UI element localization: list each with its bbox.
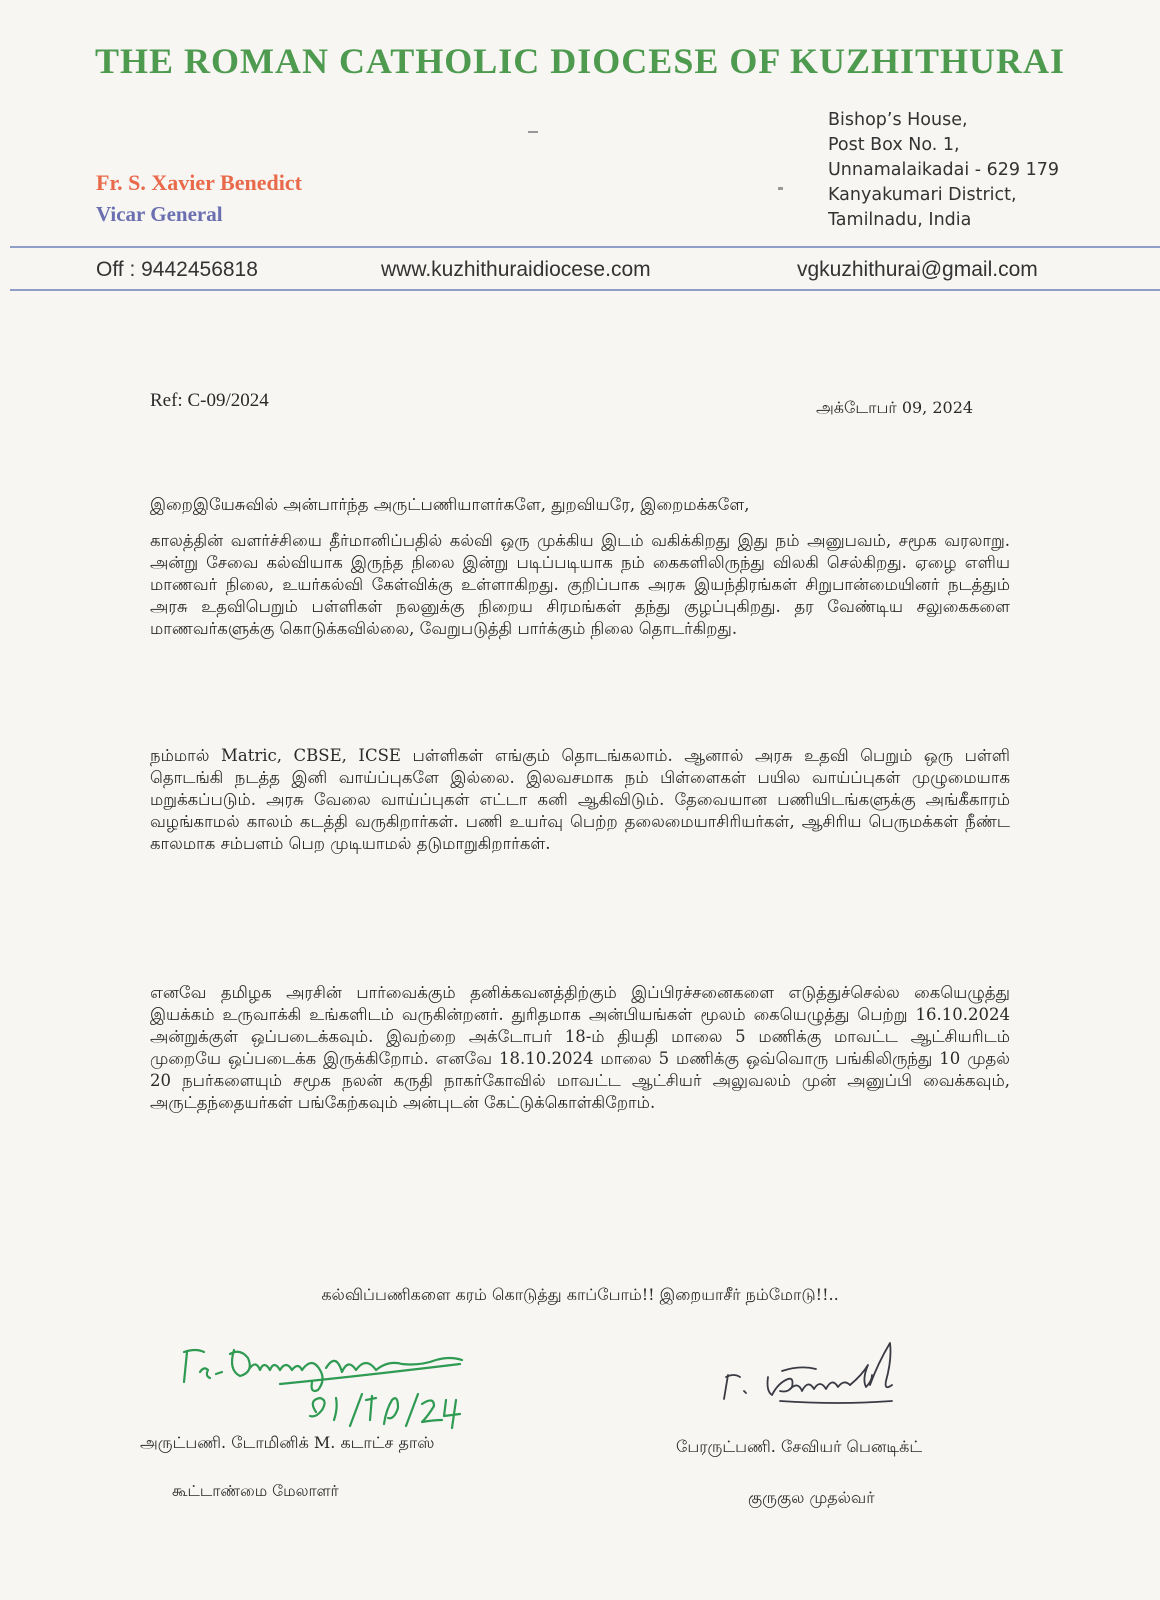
address-line: Tamilnadu, India [828, 210, 972, 230]
signature-left-image [130, 1330, 470, 1430]
email-link[interactable]: vgkuzhithurai@gmail.com [797, 258, 1038, 281]
website-link[interactable]: www.kuzhithuraidiocese.com [381, 258, 651, 281]
paper-speck [528, 131, 538, 133]
signatory-right-name: பேரருட்பணி. சேவியர் பெனடிக்ட் [676, 1437, 923, 1456]
sender-role: Vicar General [96, 202, 223, 226]
paper-speck [778, 187, 783, 190]
paragraph-3: எனவே தமிழக அரசின் பார்வைக்கும் தனிக்கவனத்திற்கும் இப்பிரச்சனைகளை எடுத்துச்செல்ல கையெழுத்து இயக்கம் உருவாக்கி உங்களிடம் வருகின்றனர். துரிதமாக அன்பியங்கள் மூலம் கையெழுத்து பெற்று 16.10.2024 அன்றுக்குள் ஒப்படைக்கவும். இவற்றை அக்டோபர் 18-ம் தியதி மாலை 5 மணிக்கு மாவட்ட ஆட்சியரிடம் முறையே ஒப்படைக்க இருக்கிறோம். எனவே 18.10.2024 மாலை 5 மணிக்கு ஒவ்வொரு பங்கிலிருந்து 10 முதல் 20 நபர்களையும் சமூக நலன் கருதி நாகர்கோவில் மாவட்ட ஆட்சியர் அலுவலம் முன் அனுப்பி வைக்கவும், அருட்தந்தையர்கள் பங்கேற்கவும் அன்புடன் கேட்டுக்கொள்கிறோம். [150, 983, 1010, 1112]
header-rule-bottom [10, 289, 1160, 291]
address-line: Unnamalaikadai - 629 179 [828, 160, 1059, 180]
signature-right-image [720, 1335, 910, 1435]
signatory-right-role: குருகுல முதல்வர் [748, 1488, 875, 1507]
reference-number: Ref: C-09/2024 [150, 390, 269, 411]
header-rule-top [10, 246, 1160, 248]
salutation: இறைஇயேசுவில் அன்பார்ந்த அருட்பணியாளர்களே, துறவியரே, இறைமக்களே, [150, 495, 750, 514]
address-line: Bishop’s House, [828, 110, 968, 130]
paragraph-2: நம்மால் Matric, CBSE, ICSE பள்ளிகள் எங்கும் தொடங்கலாம். ஆனால் அரசு உதவி பெறும் ஒரு பள்ளி தொடங்கி நடத்த இனி வாய்ப்புகளே இல்லை. இலவசமாக நம் பிள்ளைகள் பயில வாய்ப்புகள் முழுமையாக மறுக்கப்படும். அரசு வேலை வாய்ப்புகள் எட்டா கனி ஆகிவிடும். தேவையான பணியிடங்களுக்கு அங்கீகாரம் வழங்காமல் காலம் கடத்தி வருகிறார்கள். பணி உயர்வு பெற்ற தலைமையாசிரியர்கள், ஆசிரிய பெருமக்கள் நீண்ட காலமாக சம்பளம் பெற முடியாமல் தடுமாறுகிறார்கள். [150, 746, 1010, 853]
closing-line: கல்விப்பணிகளை கரம் கொடுத்து காப்போம்!! இறையாசீர் நம்மோடு!!.. [321, 1285, 839, 1304]
address-line: Post Box No. 1, [828, 135, 960, 155]
address-line: Kanyakumari District, [828, 185, 1017, 205]
phone-number: Off : 9442456818 [96, 258, 258, 281]
sender-name: Fr. S. Xavier Benedict [96, 170, 302, 195]
letter-date: அக்டோபர் 09, 2024 [816, 398, 974, 417]
paragraph-1: காலத்தின் வளர்ச்சியை தீர்மானிப்பதில் கல்வி ஒரு முக்கிய இடம் வகிக்கிறது இது நம் அனுபவம், சமூக வரலாறு. அன்று சேவை கல்வியாக இருந்த நிலை இன்று படிப்படியாக நம் கைகளிலிருந்து விலகி செல்கிறது. ஏழை எளிய மாணவர் நிலை, உயர்கல்வி கேள்விக்கு உள்ளாகிறது. குறிப்பாக அரசு இயந்திரங்கள் சிறுபான்மையினர் நடத்தும் அரசு உதவிபெறும் பள்ளிகள் நலனுக்கு நிறைய சிரமங்கள் தந்து குழப்புகிறது. தர வேண்டிய சலுகைகளை மாணவர்களுக்கு கொடுக்கவில்லை, வேறுபடுத்தி பார்க்கும் நிலை தொடர்கிறது. [150, 531, 1010, 638]
signatory-left-role: கூட்டாண்மை மேலாளர் [172, 1482, 339, 1500]
address-block [828, 108, 1059, 233]
letterhead-title: THE ROMAN CATHOLIC DIOCESE OF KUZHITHURAI [94, 41, 1066, 81]
signatory-left-name: அருட்பணி. டோமினிக் M. கடாட்ச தாஸ் [140, 1433, 435, 1452]
